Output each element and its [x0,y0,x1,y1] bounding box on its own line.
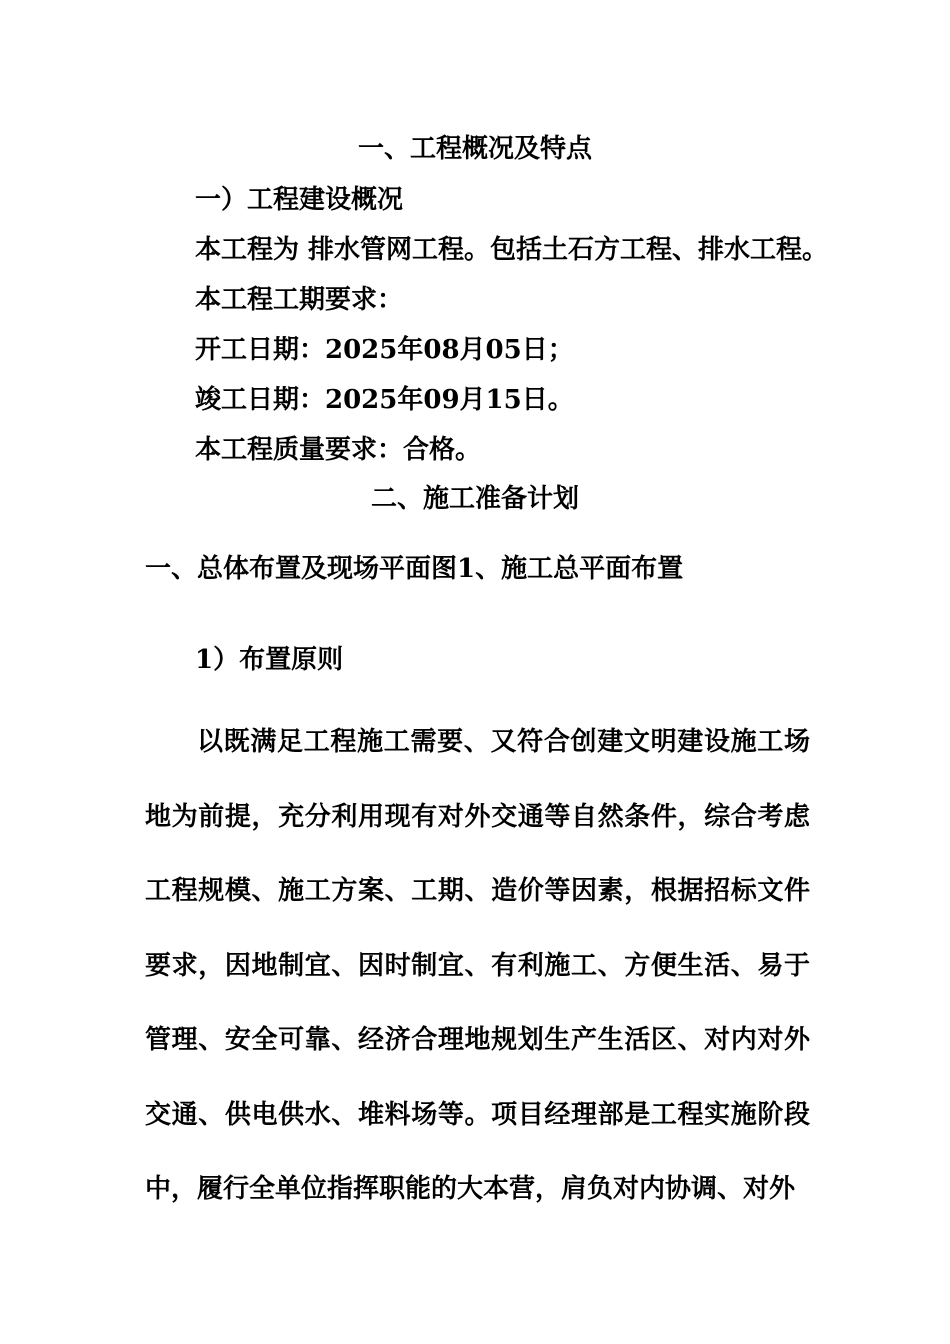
start-date-line: 开工日期：2025年08月05日； [195,335,574,365]
principle-paragraph: 以既满足工程施工需要、又符合创建文明建设施工场地为前提，充分利用现有对外交通等自然条件，综合考虑工程规模、施工方案、工期、造价等因素，根据招标文件要求，因地制宜、因时制宜、有利施工、方便生活、易于管理、安全可靠、经济合理地规划生产生活区、对内对外交通、供电供水、堆料场等。项目经理部是工程实施阶段中，履行全单位指挥职能的大本营，肩负对内协调、对外 [145,727,810,1204]
principle-heading-line: 1）布置原则 [195,645,344,675]
project-description-line: 本工程为 排水管网工程。包括土石方工程、排水工程。 [195,235,829,265]
completion-date-line: 竣工日期：2025年09月15日。 [195,385,574,415]
section-heading-overview: 一、工程概况及特点 [357,134,592,164]
schedule-requirement-line: 本工程工期要求： [195,285,404,315]
quality-requirement-line: 本工程质量要求：合格。 [195,435,482,465]
layout-heading-line: 一、总体布置及现场平面图1、施工总平面布置 [145,554,684,584]
subheading-construction-overview: 一）工程建设概况 [195,185,404,215]
section-heading-preparation: 二、施工准备计划 [370,484,579,514]
